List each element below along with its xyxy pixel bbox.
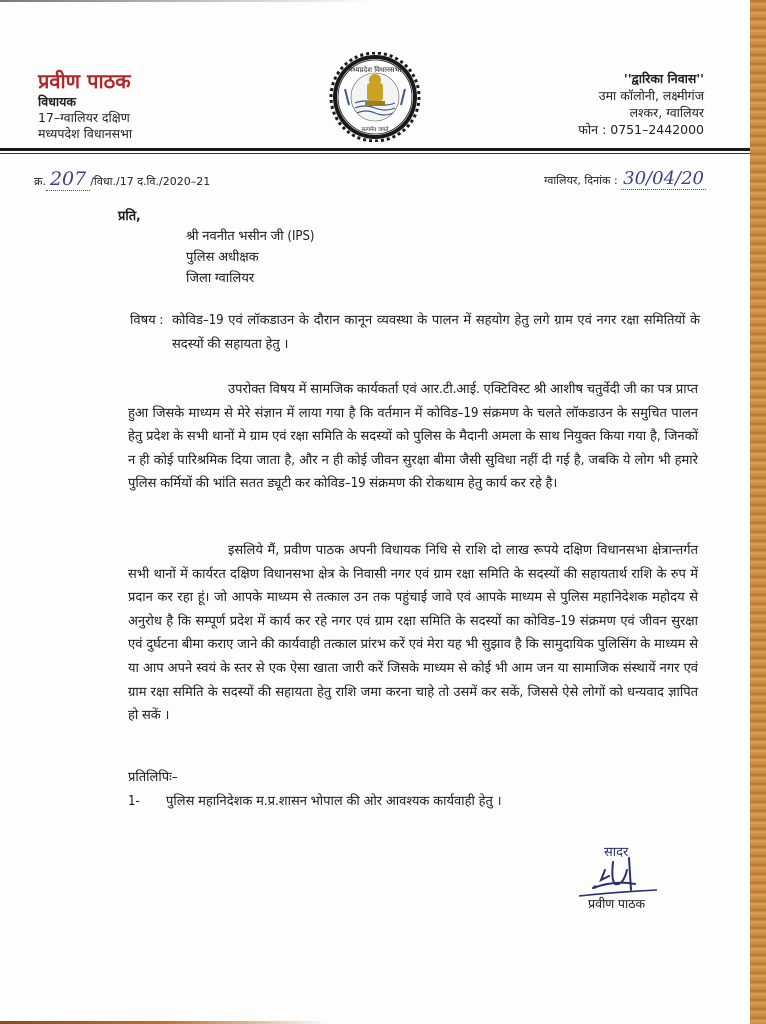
recipient-designation: पुलिस अधीक्षक [186, 250, 259, 265]
copy-to-label: प्रतिलिपिः– [128, 770, 178, 785]
letterhead-divider-thick [0, 148, 750, 151]
sender-assembly: मध्यपदेश विधानसभा [38, 126, 133, 141]
letterhead-address [578, 70, 704, 138]
address-line-2: लश्कर, ग्वालियर [629, 105, 704, 120]
house-name: ''द्वारिका निवास'' [623, 71, 704, 86]
subject-text: कोविड–19 एवं लॉकडाउन के दौरान कानून व्यवस्था के पालन में सहयोग हेतु लगे ग्राम एवं नगर रक्षा समितियों के सदस्यों की सहायता हेतु । [172, 313, 700, 352]
signatory-name: प्रवीण पाठक [588, 896, 646, 911]
body-paragraph-2: इसलिये मैं, प्रवीण पाठक अपनी विधायक निधि से राशि दो लाख रूपये दक्षिण विधानसभा क्षेत्रान्तर्गत सभी थानों में कार्यरत दक्षिण विधानसभा क्षेत्र के निवासी नगर एवं ग्राम रक्षा समिति के सदस्यों की सहायतार्थ राशि के रुप में प्रदान कर रहा हूं। जो आपके माध्यम से तत्काल उन तक पहुंचाई जावे एवं आपके माध्यम से पुलिस महानिदेशक महोदय से अनुरोध है कि सम्पूर्ण प्रदेश में कार्य कर रहे नगर एवं ग्राम रक्षा समिति के सदस्यों का कोविड–19 संक्रमण एवं जीवन सुरक्षा एवं दुर्घटना बीमा कराए जाने की कार्यवाही तत्काल प्रांरभ करें एवं मेरा यह भी सुझाव है कि सामुदायिक पुलिसिंग के माध्यम से या आप अपने स्वयं के स्तर से एक ऐसा खाता जारी करें जिसके माध्यम से कोई भी आम जन या सामाजिक संस्थायें नगर एवं ग्राम रक्षा समिति के सदस्यों की सहायता हेतु राशि जमा करना चाहे तो उसमें कर सकें, जिससे ऐसे लोगों को धन्यवाद ज्ञापित हो सकें । [128, 543, 698, 724]
phone-number: फोन : 0751–2442000 [578, 122, 704, 137]
salutation: प्रति, [118, 209, 141, 224]
reference-suffix: /विधा./17 द.वि./2020–21 [90, 175, 211, 188]
reference-prefix: क्र. [34, 175, 46, 188]
copy-to-item [128, 791, 502, 809]
subject-block [130, 309, 700, 357]
page-edge-shadow [0, 0, 370, 2]
letterhead-sender [38, 68, 132, 142]
date-label: ग्वालियर, दिनांक : [544, 174, 618, 187]
sender-designation: विधायक [38, 94, 76, 109]
letter-date [544, 168, 706, 189]
letterhead-divider-thin [0, 153, 750, 154]
reference-number [34, 168, 210, 190]
subject-label: विषय : [130, 313, 164, 328]
sender-constituency: 17–ग्वालियर दक्षिण [38, 110, 130, 125]
copy-to-item-number: 1- [128, 794, 140, 809]
wooden-background-edge [750, 0, 766, 1024]
seal-bottom-text: सत्यमेव जयते [361, 127, 389, 133]
reference-handwritten-number: 207 [46, 168, 90, 191]
recipient-name: श्री नवनीत भसीन जी (IPS) [186, 229, 315, 244]
recipient-block [186, 226, 314, 289]
assembly-seal-emblem [325, 52, 425, 142]
date-handwritten: 30/04/20 [623, 168, 704, 189]
copy-to-item-text: पुलिस महानिदेशक म.प्र.शासन भोपाल की ओर आवश्यक कार्यवाही हेतु । [166, 794, 502, 809]
body-paragraph-1: उपरोक्त विषय में सामजिक कार्यकर्ता एवं आर.टी.आई. एक्टिविस्ट श्री आशीष चतुर्वेदी जी का पत्र प्राप्त हुआ जिसके माध्यम से मेरे संज्ञान में लाया गया है कि वर्तमान में कोविड–19 संक्रमण के चलते लॉकडाउन के समुचित पालन हेतु प्रदेश के सभी थानों मे ग्राम एवं रक्षा समिति के सदस्यों को पुलिस के मैदानी अमला के साथ नियुक्त किया गया है, जिनकों न ही कोई पारिश्रमिक दिया जाता है, और न ही कोई जीवन सुरक्षा बीमा जैसी सुविधा नहीं दी गई है, जबकि ये लोग भी हमारे पुलिस कर्मियों की भांति सतत ड्यूटी कर कोविड–19 संक्रमण की रोकथाम हेतु कार्य कर रहे है। [128, 382, 698, 492]
sender-name: प्रवीण पाठक [38, 69, 131, 93]
recipient-district: जिला ग्वालियर [186, 271, 255, 286]
address-line-1: उमा कॉलोनी, लक्ष्मीगंज [598, 88, 704, 103]
closing-regards: सादर [604, 845, 629, 860]
seal-top-text: मध्यप्रदेश विधानसभा [348, 66, 402, 74]
